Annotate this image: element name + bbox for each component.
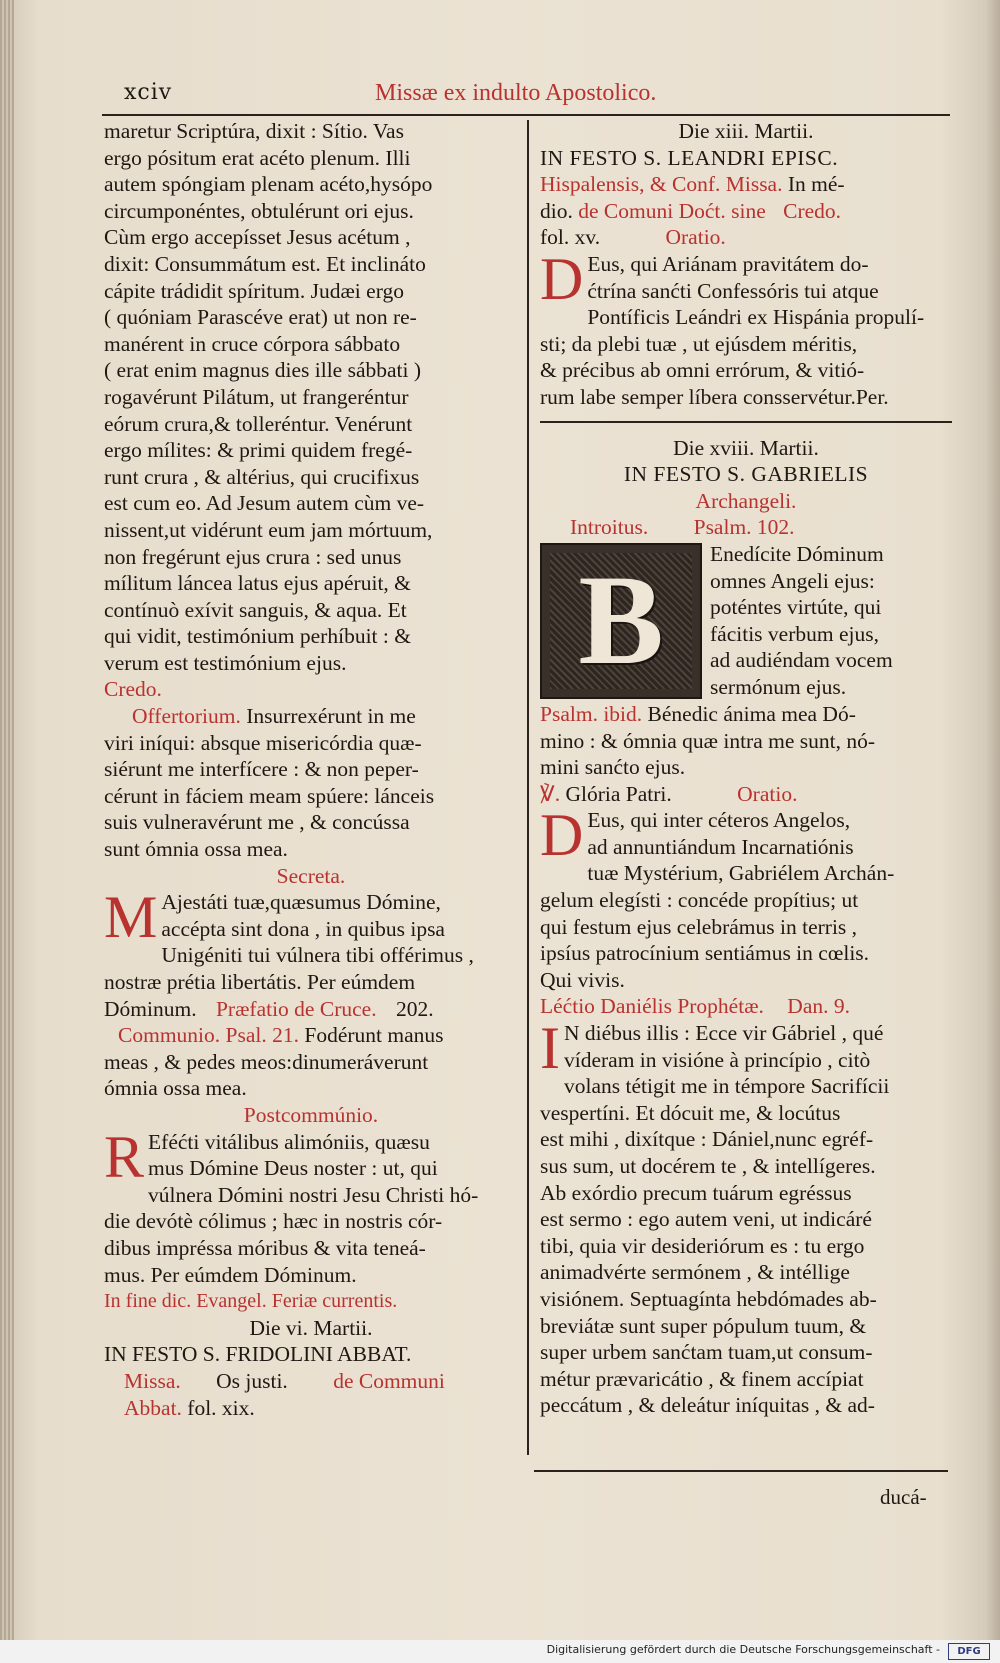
os-justi: Os justi. — [216, 1368, 288, 1393]
text-line: dixit: Consummátum est. Et inclináto — [104, 251, 426, 276]
text-line: die devótè cólimus ; hæc in nostris cór- — [104, 1209, 443, 1234]
text-line: Unigéniti tui vúlnera tibi offérimus , — [161, 943, 474, 968]
text-line: sti; da plebi tuæ , ut ejúsdem méritis, — [540, 331, 858, 356]
text-line: mino : & ómnia quæ intra me sunt, nó- — [540, 728, 876, 753]
text-line: suis vulneravérunt me , & concússa — [104, 810, 410, 835]
abbat-label: Abbat. — [124, 1395, 182, 1420]
communio-first: Fodérunt manus — [304, 1023, 444, 1048]
text-line: super urbem sanćtam tuam,ut consum- — [540, 1340, 873, 1365]
de-communi: de Communi — [333, 1368, 445, 1393]
text-line: vúlnera Dómini nostri Jesu Christi hó- — [148, 1182, 479, 1207]
text-line: vespertíni. Et dócuit me, & locútus — [540, 1100, 841, 1125]
offertorium-text — [104, 730, 518, 863]
text-line: Ajestáti tuæ,quæsumus Dómine, — [161, 890, 441, 915]
psalm-102: Psalm. 102. — [693, 515, 795, 540]
lectio-block — [540, 1020, 952, 1419]
oratio-leandri-block — [540, 251, 952, 411]
drop-capital-d2: D — [540, 807, 584, 869]
oratio-gabrielis-text — [540, 807, 952, 993]
text-line: ( quóniam Parascéve erat) ut non re- — [104, 305, 417, 330]
text-line: maretur Scriptúra, dixit : Sítio. Vas — [104, 119, 404, 143]
right-column — [540, 118, 952, 1419]
text-line: sus sum, ut docérem te , & intellígeres. — [540, 1154, 876, 1178]
oratio-heading-1: Oratio. — [665, 225, 726, 250]
text-line: mini sanćto ejus. — [540, 755, 686, 780]
secreta-heading: Secreta. — [276, 863, 346, 888]
text-line: fácitis verbum ejus, — [710, 621, 879, 646]
psalm-ibid-first: Bénedic ánima mea Dó- — [647, 701, 856, 726]
text-line: dibus impréssa móribus & vita teneá- — [104, 1235, 426, 1260]
text-line: runt crura , & altérius, qui crucifixus — [104, 464, 420, 489]
text-line: meas , & pedes meos:dinumeráverunt — [104, 1049, 429, 1074]
communio-label: Communio. Psal. 21. — [118, 1023, 299, 1048]
hispalensis-line — [540, 171, 952, 198]
hispalensis-rubric: Hispalensis, & Conf. Missa. — [540, 172, 783, 197]
die-vi: Die vi. Martii. — [249, 1315, 373, 1340]
text-line: Eféćti vitálibus alimóniis, quæsu — [148, 1129, 430, 1154]
text-line: sunt ómnia ossa mea. — [104, 837, 288, 862]
text-line: Ab exórdio precum tuárum egréssus — [540, 1180, 852, 1205]
text-line: animadvérte sermónem , & intéllige — [540, 1260, 850, 1285]
text-line: nostræ prétia libertátis. Per eúmdem — [104, 970, 416, 994]
text-line: non fregérunt ejus crura : sed unus — [104, 544, 402, 569]
offertorium-first: Insurrexérunt in me — [246, 704, 416, 729]
praefatio-page: 202. — [395, 996, 434, 1021]
gloria-patri: Glória Patri. — [565, 781, 672, 806]
text-line: ad annuntiándum Incarnatiónis — [587, 834, 854, 859]
psalm-ibid-text — [540, 728, 952, 781]
introitus-block — [540, 541, 952, 701]
text-line: nissent,ut vidérunt eum jam mórtuum, — [104, 517, 433, 542]
postcommunio-text — [104, 1129, 518, 1289]
text-line: autem spóngiam plenam acéto,hysópo — [104, 172, 433, 197]
left-column — [104, 118, 518, 1421]
drop-capital-d: D — [540, 250, 584, 312]
festo-fridolini: IN FESTO S. FRIDOLINI ABBAT. — [104, 1342, 412, 1367]
text-line: Qui vivis. — [540, 967, 625, 992]
oratio-heading-2: Oratio. — [737, 781, 798, 806]
psalm-ibid-line — [540, 701, 952, 728]
drop-capital-i: I — [540, 1020, 560, 1082]
text-line: mus. Per eúmdem Dóminum. — [104, 1262, 357, 1287]
dio-line — [540, 198, 952, 225]
festo-leandri: IN FESTO S. LEANDRI EPISC. — [540, 145, 839, 170]
catchword: ducá- — [880, 1485, 927, 1509]
psalm-ibid-label: Psalm. ibid. — [540, 701, 643, 726]
text-line: peccátum , & deleátur iníquitas , & ad- — [540, 1393, 875, 1418]
fol-xv: fol. xv. — [540, 225, 601, 250]
text-line: gelum elegísti : concéde propítius; ut — [540, 888, 859, 913]
bottom-rule-right — [534, 1470, 948, 1472]
communio-line — [104, 1022, 518, 1049]
die-xviii: Die xviii. Martii. — [673, 435, 819, 460]
text-line: est mihi , dixítque : Dániel,nunc egréf- — [540, 1127, 874, 1152]
section-divider — [540, 421, 952, 423]
text-line: est sermo : ego autem veni, ut indicáré — [540, 1207, 872, 1232]
text-line: poténtes virtúte, qui — [710, 595, 882, 620]
drop-capital-r: R — [104, 1128, 145, 1190]
text-line: contínuò exívit sanguis, & aqua. Et — [104, 597, 407, 622]
drop-capital-m: M — [104, 889, 158, 951]
secreta-text — [104, 889, 518, 995]
text-line: qui festum ejus celebrámus in terris , — [540, 914, 858, 939]
oratio-gabrielis-block — [540, 807, 952, 993]
archangeli: Archangeli. — [695, 488, 797, 513]
gloria-line — [540, 781, 952, 808]
text-line: N diébus illis : Ecce vir Gábriel , qué — [563, 1021, 884, 1046]
ornamental-letter: B — [578, 548, 664, 691]
secreta-end: Dóminum. — [104, 996, 197, 1021]
text-line: visiónem. Septuagínta hebdómades ab- — [540, 1286, 877, 1311]
postcommunio-block — [104, 1129, 518, 1289]
postcommunio-heading: Postcommúnio. — [243, 1102, 379, 1127]
praefatio-line — [104, 996, 518, 1023]
text-line: mus Dómine Deus noster : ut, qui — [148, 1156, 438, 1181]
secreta-block — [104, 889, 518, 995]
text-line: tuæ Mystérium, Gabriélem Archán- — [587, 861, 895, 886]
in-fine-rubric: In fine dic. Evangel. Feriæ currentis. — [104, 1290, 398, 1313]
text-line: omnes Angeli ejus: — [710, 568, 875, 593]
text-line: cérunt in fáciem meam spúere: lánceis — [104, 783, 435, 808]
text-line: ipsíus patrocínium sentiámus in cœlis. — [540, 941, 870, 966]
de-comuni-doct: de Comuni Doćt. sine — [578, 198, 766, 223]
communio-text — [104, 1049, 518, 1102]
text-line: Eus, qui inter céteros Angelos, — [587, 808, 851, 833]
gospel-text — [104, 118, 518, 676]
in-medio: In mé- — [787, 172, 845, 197]
text-line: rum labe semper líbera consservétur.Per. — [540, 384, 889, 409]
text-line: rogavérunt Pilátum, ut frangeréntur — [104, 384, 409, 409]
text-line: mílitum láncea latus ejus apéruit, & — [104, 571, 411, 596]
text-line: qui vidit, testimónium perhíbuit : & — [104, 624, 411, 649]
festo-gabrielis: IN FESTO S. GABRIELIS — [623, 462, 869, 487]
text-line: tibi, quia vir desideriórum es : tu ergo — [540, 1233, 865, 1258]
text-line: ergo pósitum erat acéto plenum. Illi — [104, 145, 411, 170]
text-line: sermónum ejus. — [710, 674, 847, 699]
fol-xix: fol. xix. — [187, 1395, 255, 1420]
dfg-logo: DFG — [948, 1643, 990, 1660]
dio: dio. — [540, 198, 573, 223]
page-edge — [0, 0, 14, 1663]
text-line: Pontíficis Leándri ex Hispánia propulí- — [587, 305, 925, 330]
text-line: ómnia ossa mea. — [104, 1076, 247, 1101]
missa-line — [104, 1368, 518, 1395]
text-line: víderam in visióne à princípio , citò — [563, 1047, 871, 1072]
text-line: breviátæ sunt super pópulum tuum, & — [540, 1313, 867, 1338]
column-divider — [527, 120, 529, 1455]
lectio-text — [540, 1020, 952, 1419]
text-line: siérunt me interfícere : & non peper- — [104, 757, 419, 782]
lectio-label: Léćtio Daniélis Prophétæ. — [540, 994, 764, 1019]
abbat-line — [104, 1395, 518, 1422]
credo-rubric: Credo. — [104, 677, 162, 702]
text-line: métur prævaricátio , & finem accípiat — [540, 1366, 864, 1391]
fol-xv-line — [540, 224, 952, 251]
text-line: eórum crura,& tolleréntur. Venérunt — [104, 411, 413, 436]
credo-right: Credo. — [783, 198, 842, 223]
page-number: xciv — [124, 80, 173, 105]
digitization-credit: Digitalisierung gefördert durch die Deutsche Forschungsgemeinschaft - — [546, 1643, 940, 1656]
dan-9: Dan. 9. — [787, 994, 850, 1019]
die-xiii: Die xiii. Martii. — [678, 119, 814, 143]
introitus-label: Introitus. — [570, 515, 649, 540]
text-line: cápite trádidit spíritum. Judæi ergo — [104, 278, 404, 303]
text-line: ergo mílites: & primi quidem fregé- — [104, 438, 413, 463]
text-line: volans tétigit me in témpore Sacrifícii — [563, 1074, 890, 1099]
top-rule — [102, 114, 950, 116]
offertorium — [104, 703, 518, 730]
introitus-line — [540, 514, 952, 541]
offertorium-label: Offertorium. — [132, 704, 241, 729]
text-line: est cum eo. Ad Jesum autem cùm ve- — [104, 491, 425, 516]
text-line: manérent in cruce córpora sábbato — [104, 331, 401, 356]
text-line: Eus, qui Ariánam pravitátem do- — [587, 251, 869, 276]
praefatio-rubric: Præfatio de Cruce. — [215, 996, 377, 1021]
lectio-line — [540, 993, 952, 1020]
text-line: ( erat enim magnus dies ille sábbati ) — [104, 358, 422, 383]
missa-label: Missa. — [124, 1368, 181, 1393]
versicle-symbol: ℣. — [540, 781, 561, 806]
text-line: verum est testimónium ejus. — [104, 650, 347, 675]
text-line: ćtrína sanćti Confessóris tui atque — [587, 278, 879, 303]
text-line: ad audiéndam vocem — [710, 648, 893, 673]
ornamental-initial-b — [540, 543, 702, 699]
text-line: accépta sint dona , in quibus ipsa — [161, 916, 445, 941]
text-line: Cùm ergo accepísset Jesus acétum , — [104, 225, 411, 250]
text-line: Enedícite Dóminum — [710, 541, 884, 566]
running-title: Missæ ex indulto Apostolico. — [375, 80, 657, 106]
text-line: viri iníqui: absque misericórdia quæ- — [104, 730, 422, 755]
oratio-leandri-text — [540, 251, 952, 411]
text-line: & précibus ab omni errórum, & vitió- — [540, 358, 865, 383]
text-line: circumponéntes, obtulérunt ori ejus. — [104, 198, 414, 223]
